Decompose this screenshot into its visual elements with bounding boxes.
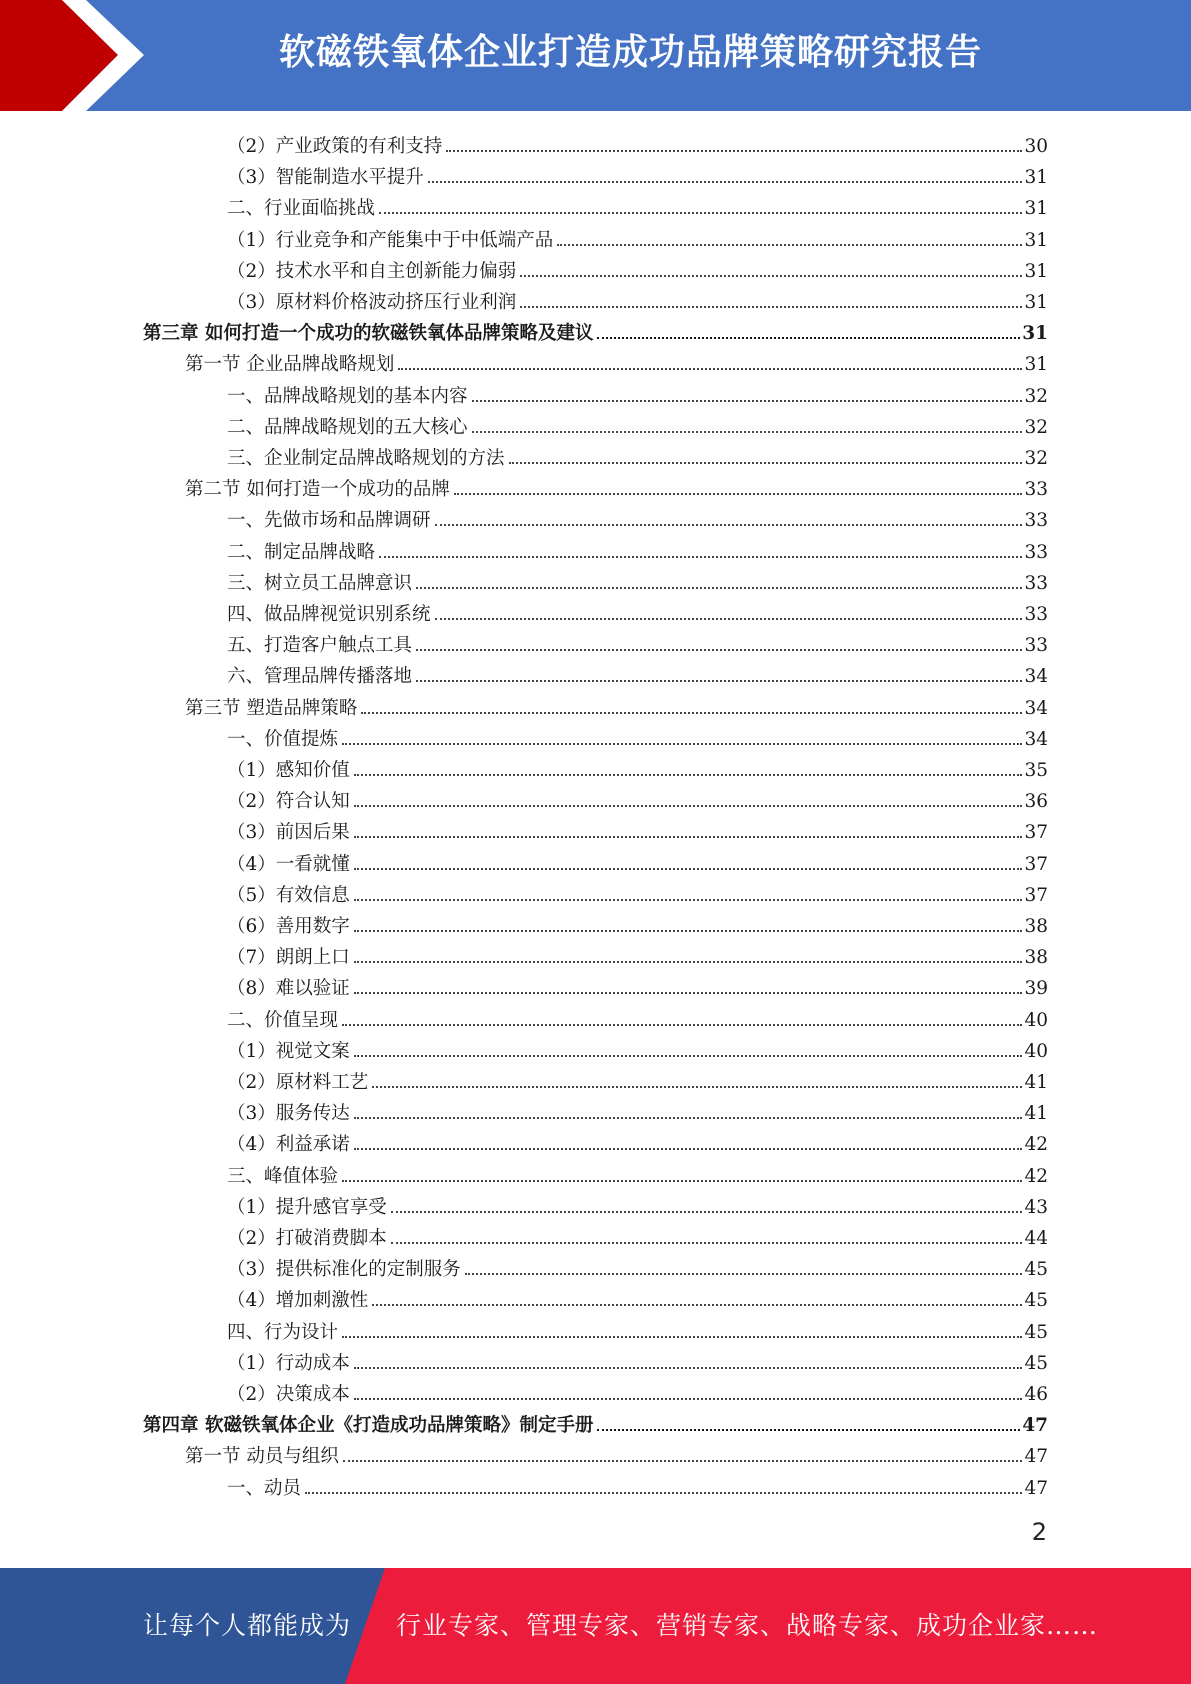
toc-entry-page: 32 (1024, 416, 1048, 438)
toc-entry[interactable] (227, 1470, 1048, 1501)
toc-entry[interactable] (227, 939, 1048, 970)
toc-entry-label: （4）一看就懂 (227, 853, 350, 875)
toc-entry-label: 三、企业制定品牌战略规划的方法 (227, 448, 505, 469)
toc-entry[interactable] (227, 752, 1048, 783)
toc-entry[interactable] (185, 346, 1048, 377)
toc-entry[interactable] (227, 1002, 1048, 1033)
toc-entry[interactable] (143, 315, 1048, 346)
toc-entry[interactable] (227, 222, 1048, 253)
toc-entry[interactable] (227, 970, 1048, 1001)
toc-entry-page: 43 (1024, 1196, 1048, 1218)
toc-entry-page: 46 (1024, 1384, 1048, 1405)
toc-dot-leader (354, 1366, 1023, 1369)
toc-entry-label: 六、管理品牌传播落地 (227, 666, 413, 688)
toc-entry[interactable] (227, 409, 1048, 440)
toc-entry[interactable] (185, 471, 1048, 502)
toc-entry-page: 44 (1024, 1228, 1048, 1249)
toc-dot-leader (354, 835, 1023, 838)
toc-entry-page: 33 (1024, 510, 1048, 532)
toc-dot-leader (342, 1179, 1022, 1182)
footer-slogan-left: 让每个人都能成为 (143, 1611, 352, 1640)
toc-entry[interactable] (227, 1251, 1048, 1282)
toc-entry[interactable] (227, 1345, 1048, 1376)
document-title: 软磁铁氧体企业打造成功品牌策略研究报告 (278, 32, 982, 73)
toc-entry[interactable] (227, 440, 1048, 471)
toc-dot-leader (305, 1491, 1022, 1494)
toc-entry-page: 30 (1024, 136, 1048, 157)
toc-entry[interactable] (227, 1158, 1048, 1189)
toc-entry-page: 33 (1024, 541, 1048, 563)
toc-dot-leader (354, 991, 1023, 994)
toc-entry-page: 42 (1024, 1134, 1048, 1156)
toc-entry-label: 三、树立员工品牌意识 (227, 572, 413, 594)
page-footer (0, 1568, 1191, 1684)
toc-entry[interactable] (227, 627, 1048, 658)
toc-entry-label: 二、制定品牌战略 (227, 541, 376, 563)
toc-entry[interactable] (227, 814, 1048, 845)
toc-dot-leader (342, 742, 1022, 745)
toc-dot-leader (354, 898, 1023, 901)
toc-entry-label: （2）符合认知 (227, 791, 350, 813)
toc-dot-leader (342, 1335, 1022, 1338)
toc-entry-page: 32 (1024, 448, 1048, 469)
toc-dot-leader (428, 180, 1023, 183)
toc-entry-page: 34 (1024, 697, 1048, 719)
toc-entry-label: 第四章 软磁铁氧体企业《打造成功品牌策略》制定手册 (143, 1415, 594, 1437)
toc-entry-label: （2）决策成本 (227, 1384, 350, 1405)
toc-entry-label: （3）提供标准化的定制服务 (227, 1259, 461, 1281)
toc-dot-leader (465, 1272, 1023, 1275)
toc-entry-label: 一、动员 (227, 1477, 302, 1499)
footer-slogan-right: 行业专家、管理专家、营销专家、战略专家、成功企业家…… (396, 1611, 1099, 1640)
toc-entry-label: （2）技术水平和自主创新能力偏弱 (227, 260, 517, 282)
toc-entry-page: 40 (1024, 1009, 1048, 1031)
toc-dot-leader (354, 1116, 1023, 1119)
toc-entry-label: （3）智能制造水平提升 (227, 167, 424, 189)
toc-entry-page: 39 (1024, 978, 1048, 1000)
toc-entry[interactable] (227, 378, 1048, 409)
toc-entry[interactable] (227, 1314, 1048, 1345)
toc-entry-label: 四、做品牌视觉识别系统 (227, 604, 431, 625)
toc-entry[interactable] (227, 1282, 1048, 1313)
toc-entry-page: 31 (1024, 167, 1048, 189)
toc-entry-label: （4）利益承诺 (227, 1134, 350, 1156)
toc-entry-label: （1）行业竞争和产能集中于中低端产品 (227, 229, 554, 251)
toc-dot-leader (520, 274, 1022, 277)
toc-entry-label: 二、行业面临挑战 (227, 198, 376, 220)
page-number: 2 (1031, 1518, 1047, 1546)
toc-entry-page: 31 (1024, 198, 1048, 220)
toc-entry-label: （7）朗朗上口 (227, 947, 350, 969)
toc-entry[interactable] (227, 908, 1048, 939)
toc-entry[interactable] (185, 690, 1048, 721)
toc-entry-label: 二、品牌战略规划的五大核心 (227, 416, 468, 438)
toc-entry[interactable] (227, 1033, 1048, 1064)
toc-entry-label: 二、价值呈现 (227, 1009, 339, 1031)
toc-dot-leader (391, 1210, 1023, 1213)
toc-entry-label: （1）提升感官享受 (227, 1196, 387, 1218)
toc-entry-page: 47 (1024, 1477, 1048, 1499)
toc-dot-leader (372, 1085, 1022, 1088)
toc-entry-page: 47 (1024, 1446, 1048, 1468)
toc-dot-leader (342, 1023, 1022, 1026)
page-header (0, 0, 1191, 111)
toc-entry[interactable] (227, 190, 1048, 221)
toc-dot-leader (520, 305, 1022, 308)
toc-dot-leader (361, 711, 1022, 714)
toc-dot-leader (379, 211, 1022, 214)
toc-dot-leader (416, 679, 1022, 682)
toc-entry-label: 一、品牌战略规划的基本内容 (227, 385, 468, 407)
toc-entry[interactable] (227, 502, 1048, 533)
toc-entry-page: 41 (1024, 1072, 1048, 1093)
toc-entry[interactable] (227, 128, 1048, 159)
toc-entry-page: 38 (1024, 916, 1048, 937)
toc-entry-page: 42 (1024, 1165, 1048, 1187)
toc-entry-page: 40 (1024, 1040, 1048, 1062)
toc-dot-leader (472, 430, 1023, 433)
toc-dot-leader (379, 555, 1022, 558)
toc-entry[interactable] (227, 877, 1048, 908)
toc-entry[interactable] (227, 721, 1048, 752)
toc-dot-leader (435, 617, 1023, 620)
toc-entry-label: 第一节 动员与组织 (185, 1446, 339, 1468)
toc-dot-leader (354, 960, 1023, 963)
toc-entry[interactable] (227, 783, 1048, 814)
toc-entry-page: 45 (1024, 1321, 1048, 1343)
toc-entry-page: 33 (1024, 479, 1048, 501)
toc-entry-page: 37 (1024, 822, 1048, 844)
toc-entry-label: （3）服务传达 (227, 1103, 350, 1125)
toc-dot-leader (454, 492, 1023, 495)
toc-entry-page: 45 (1024, 1352, 1048, 1374)
toc-entry-label: （3）前因后果 (227, 822, 350, 844)
toc-dot-leader (343, 1459, 1023, 1462)
toc-entry[interactable] (227, 1376, 1048, 1407)
toc-entry-page: 31 (1024, 354, 1048, 376)
toc-dot-leader (435, 523, 1023, 526)
toc-dot-leader (354, 1147, 1023, 1150)
toc-entry-page: 31 (1024, 229, 1048, 251)
toc-entry[interactable] (227, 596, 1048, 627)
toc-entry-label: 第一节 企业品牌战略规划 (185, 354, 395, 376)
toc-dot-leader (372, 1303, 1022, 1306)
toc-entry[interactable] (227, 846, 1048, 877)
toc-entry[interactable] (143, 1407, 1048, 1438)
toc-entry[interactable] (227, 534, 1048, 565)
toc-entry-label: 四、行为设计 (227, 1321, 339, 1343)
toc-entry[interactable] (227, 565, 1048, 596)
toc-dot-leader (354, 804, 1023, 807)
toc-entry[interactable] (227, 1189, 1048, 1220)
toc-entry-label: （3）原材料价格波动挤压行业利润 (227, 292, 517, 313)
toc-entry-label: 第二节 如何打造一个成功的品牌 (185, 479, 450, 501)
toc-entry-page: 38 (1024, 947, 1048, 969)
toc-entry-label: 第三节 塑造品牌策略 (185, 697, 358, 719)
toc-entry-page: 47 (1022, 1415, 1048, 1437)
toc-entry-page: 36 (1024, 791, 1048, 813)
toc-entry-label: （5）有效信息 (227, 884, 350, 906)
toc-entry-page: 34 (1024, 728, 1048, 750)
toc-dot-leader (472, 399, 1023, 402)
toc-entry-page: 45 (1024, 1259, 1048, 1281)
toc-entry-label: 一、价值提炼 (227, 728, 339, 750)
toc-entry[interactable] (227, 1095, 1048, 1126)
toc-entry-page: 35 (1024, 760, 1048, 781)
toc-entry[interactable] (227, 284, 1048, 315)
toc-entry-page: 37 (1024, 884, 1048, 906)
toc-entry-label: 三、峰值体验 (227, 1165, 339, 1187)
toc-dot-leader (391, 1241, 1023, 1244)
toc-entry-page: 37 (1024, 853, 1048, 875)
toc-entry[interactable] (227, 1220, 1048, 1251)
toc-entry-page: 31 (1022, 323, 1048, 345)
toc-entry-page: 41 (1024, 1103, 1048, 1125)
toc-entry-page: 32 (1024, 385, 1048, 407)
toc-entry-label: 五、打造客户触点工具 (227, 635, 413, 657)
toc-entry-page: 45 (1024, 1290, 1048, 1312)
toc-dot-leader (557, 243, 1022, 246)
toc-entry[interactable] (185, 1438, 1048, 1469)
toc-entry-page: 34 (1024, 666, 1048, 688)
toc-dot-leader (416, 586, 1022, 589)
toc-entry[interactable] (227, 253, 1048, 284)
toc-dot-leader (509, 461, 1023, 464)
toc-entry[interactable] (227, 1126, 1048, 1157)
toc-entry-label: （1）感知价值 (227, 760, 350, 781)
toc-entry-page: 33 (1024, 572, 1048, 594)
toc-entry-label: （4）增加刺激性 (227, 1290, 369, 1312)
toc-dot-leader (597, 1428, 1020, 1431)
toc-entry-label: （6）善用数字 (227, 916, 350, 937)
toc-dot-leader (354, 929, 1023, 932)
toc-entry-label: （2）产业政策的有利支持 (227, 136, 443, 157)
toc-entry-page: 33 (1024, 604, 1048, 625)
toc-entry[interactable] (227, 1064, 1048, 1095)
toc-dot-leader (416, 648, 1022, 651)
toc-entry-label: （8）难以验证 (227, 978, 350, 1000)
toc-entry[interactable] (227, 159, 1048, 190)
toc-dot-leader (354, 867, 1023, 870)
toc-entry-label: 一、先做市场和品牌调研 (227, 510, 431, 532)
toc-dot-leader (354, 1397, 1023, 1400)
toc-entry-label: （2）原材料工艺 (227, 1072, 369, 1093)
toc-dot-leader (446, 149, 1022, 152)
toc-entry-page: 31 (1024, 292, 1048, 313)
toc-entry-label: （1）视觉文案 (227, 1040, 350, 1062)
toc-dot-leader (354, 773, 1023, 776)
toc-entry-label: （1）行动成本 (227, 1352, 350, 1374)
toc-dot-leader (398, 367, 1022, 370)
toc-entry-page: 31 (1024, 260, 1048, 282)
toc-dot-leader (597, 336, 1020, 339)
toc-dot-leader (354, 1054, 1023, 1057)
toc-entry-label: 第三章 如何打造一个成功的软磁铁氧体品牌策略及建议 (143, 323, 594, 345)
toc-entry-label: （2）打破消费脚本 (227, 1228, 387, 1249)
toc-entry[interactable] (227, 658, 1048, 689)
toc-entry-page: 33 (1024, 635, 1048, 657)
